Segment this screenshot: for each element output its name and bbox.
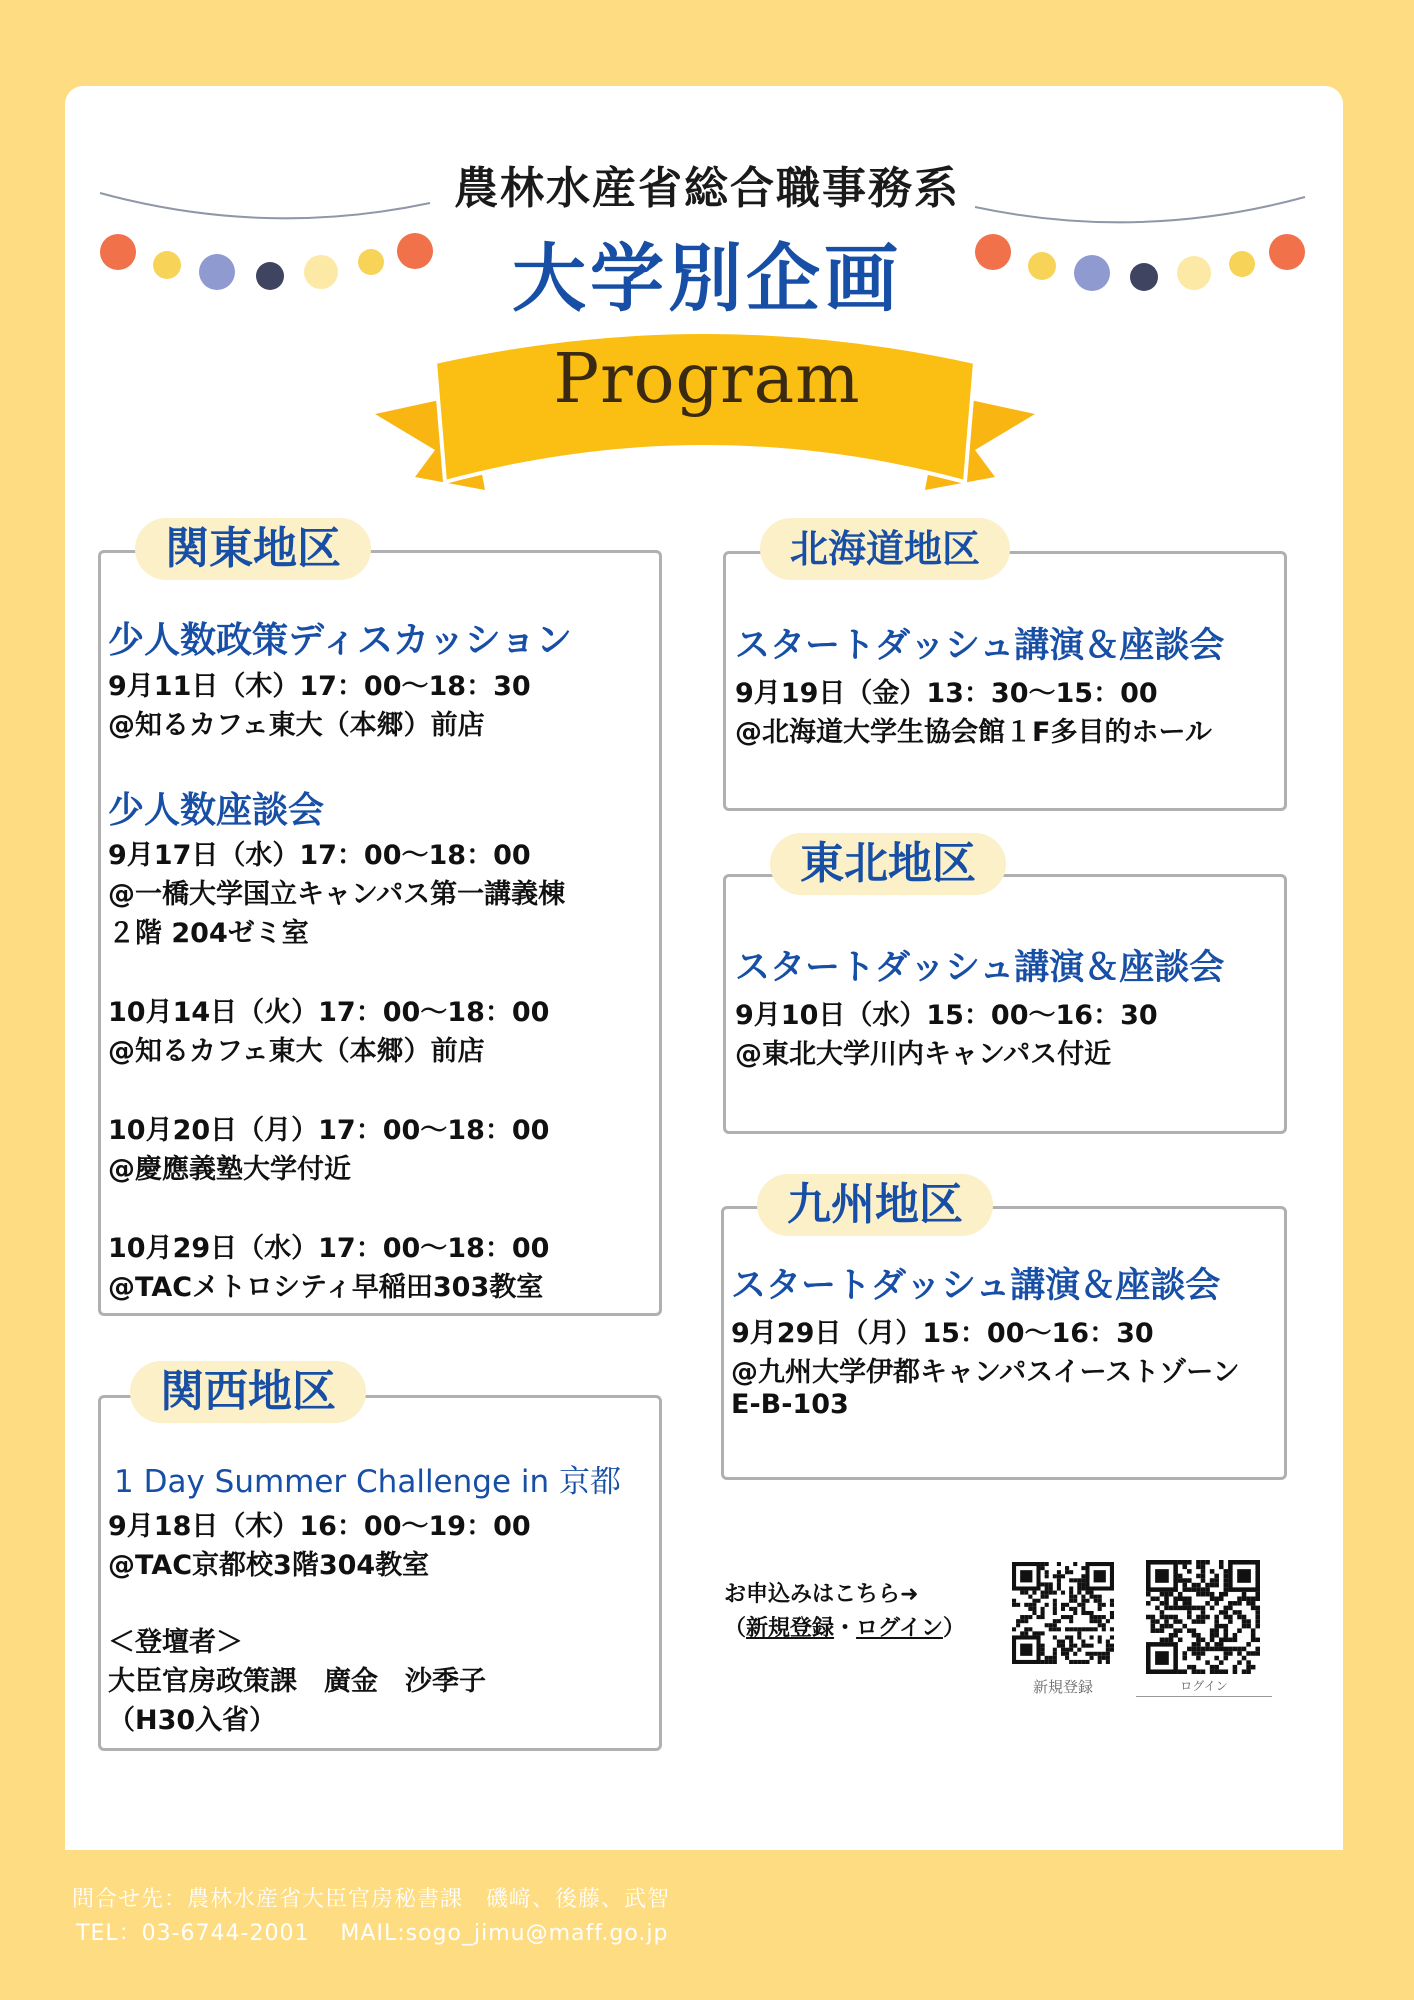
register-link[interactable]: 新規登録: [746, 1616, 835, 1641]
tohoku-tab: 東北地区: [770, 833, 1006, 895]
apply-dot: ・: [834, 1616, 857, 1641]
header-subtitle: 農林水産省総合職事務系: [454, 163, 960, 214]
kanto-event2-title: 少人数座談会: [108, 790, 325, 831]
kanto-event1-date: 9月11日（木）17：00〜18：30: [108, 671, 531, 702]
kyushu-event-place2: E-B-103: [731, 1389, 849, 1420]
kyushu-tab: 九州地区: [757, 1174, 993, 1236]
header-title: 大学別企画: [512, 236, 902, 322]
hokkaido-event-title: スタートダッシュ講演＆座談会: [735, 626, 1225, 666]
kansai-event-date: 9月18日（木）16：00〜19：00: [108, 1511, 531, 1542]
register-qr-code[interactable]: [1012, 1562, 1114, 1664]
kansai-speaker-name: 大臣官房政策課 廣金 沙季子: [108, 1666, 486, 1697]
login-link[interactable]: ログイン: [856, 1616, 943, 1641]
hokkaido-event-place: @北海道大学生協会館１F多目的ホール: [735, 717, 1212, 748]
kanto-event2-date4: 10月29日（水）17：00〜18：00: [108, 1233, 550, 1264]
kyushu-event-title: スタートダッシュ講演＆座談会: [731, 1266, 1221, 1306]
login-qr-code[interactable]: [1146, 1560, 1260, 1674]
kanto-event2-place1a: @一橋大学国立キャンパス第一講義棟: [108, 879, 566, 910]
program-label: Program: [553, 340, 861, 419]
kansai-event-title: 1 Day Summer Challenge in 京都: [114, 1464, 621, 1500]
kanto-tab: 関東地区: [135, 518, 371, 580]
apply-open-paren: （: [724, 1616, 747, 1641]
apply-line1: お申込みはこちら➜: [724, 1582, 919, 1607]
register-qr-label: 新規登録: [1032, 1678, 1093, 1696]
kanto-event2-date2: 10月14日（火）17：00〜18：00: [108, 997, 550, 1028]
apply-line2: [724, 1612, 965, 1646]
kyushu-event-place1: @九州大学伊都キャンパスイーストゾーン: [731, 1357, 1240, 1388]
tohoku-event-date: 9月10日（水）15：00〜16：30: [735, 1000, 1158, 1031]
footer-contact: 問合せ先：農林水産省大臣官房秘書課 磯﨑、後藤、武智: [72, 1887, 671, 1912]
kanto-event1-title: 少人数政策ディスカッション: [108, 620, 573, 661]
kanto-event2-place2: @知るカフェ東大（本郷）前店: [108, 1036, 485, 1067]
tohoku-event-title: スタートダッシュ講演＆座談会: [735, 948, 1225, 988]
tohoku-event-place: @東北大学川内キャンパス付近: [735, 1039, 1112, 1070]
kansai-speaker-label: ＜登壇者＞: [108, 1627, 243, 1658]
kansai-event-place: @TAC京都校3階304教室: [108, 1550, 430, 1581]
apply-close-paren: ）: [942, 1616, 965, 1641]
kanto-event2-place4: @TACメトロシティ早稲田303教室: [108, 1272, 544, 1303]
kanto-event1-place: @知るカフェ東大（本郷）前店: [108, 710, 485, 741]
kansai-speaker-year: （H30入省）: [108, 1705, 277, 1736]
kanto-event2-date1: 9月17日（水）17：00〜18：00: [108, 840, 531, 871]
hokkaido-event-date: 9月19日（金）13：30〜15：00: [735, 678, 1158, 709]
login-qr-label: ログイン: [1136, 1677, 1272, 1697]
kansai-tab: 関西地区: [130, 1361, 366, 1423]
kanto-event2-place1b: ２階 204ゼミ室: [108, 918, 309, 949]
kanto-event2-date3: 10月20日（月）17：00〜18：00: [108, 1115, 550, 1146]
footer-tel-mail: TEL：03-6744-2001 MAIL:sogo_jimu@maff.go.jp: [76, 1921, 669, 1946]
kanto-event2-place3: @慶應義塾大学付近: [108, 1154, 351, 1185]
apply-text: [724, 1578, 965, 1646]
kyushu-event-date: 9月29日（月）15：00〜16：30: [731, 1318, 1154, 1349]
hokkaido-tab: 北海道地区: [760, 518, 1010, 580]
